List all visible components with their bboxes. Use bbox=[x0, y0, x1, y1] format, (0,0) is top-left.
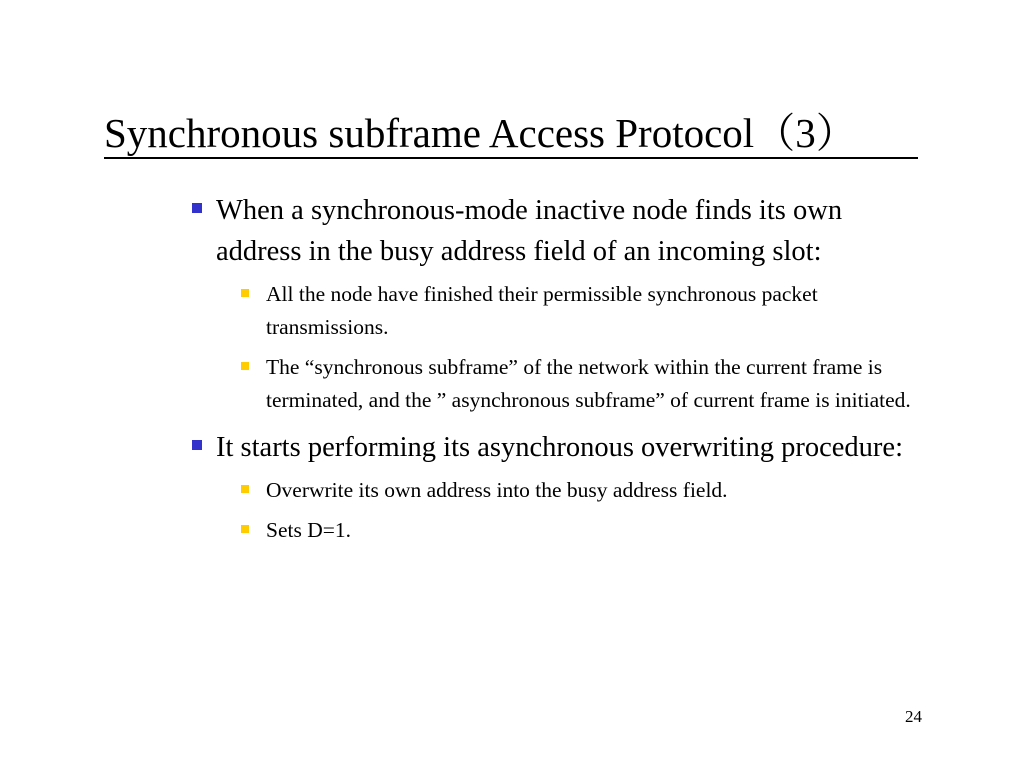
sub-bullet-item bbox=[240, 474, 920, 507]
bullet-text: It starts performing its asynchronous overwriting procedure: bbox=[216, 432, 903, 463]
sub-bullet-text: All the node have finished their permissible synchronous packet transmissions. bbox=[266, 282, 818, 339]
square-bullet-icon bbox=[241, 362, 249, 370]
bullet-item bbox=[190, 427, 920, 468]
sub-bullet-item bbox=[240, 351, 920, 417]
sub-bullet-text: The “synchronous subframe” of the network within the current frame is terminated, and the ” asynchronous subframe” of current frame is initiated. bbox=[266, 355, 911, 412]
square-bullet-icon bbox=[192, 440, 202, 450]
square-bullet-icon bbox=[241, 525, 249, 533]
title-underline bbox=[104, 157, 918, 159]
bullet-item bbox=[190, 190, 920, 272]
square-bullet-icon bbox=[241, 289, 249, 297]
bullet-text: When a synchronous-mode inactive node finds its own address in the busy address field of an incoming slot: bbox=[216, 195, 843, 267]
square-bullet-icon bbox=[192, 203, 202, 213]
sub-bullet-text: Overwrite its own address into the busy address field. bbox=[266, 478, 728, 502]
sub-bullet-item bbox=[240, 514, 920, 547]
bullet-list bbox=[190, 190, 920, 547]
page-number: 24 bbox=[905, 707, 922, 726]
sub-bullet-text: Sets D=1. bbox=[266, 518, 351, 542]
square-bullet-icon bbox=[241, 485, 249, 493]
sub-bullet-item bbox=[240, 278, 920, 344]
slide-title: Synchronous subframe Access Protocol（3） bbox=[104, 110, 857, 156]
